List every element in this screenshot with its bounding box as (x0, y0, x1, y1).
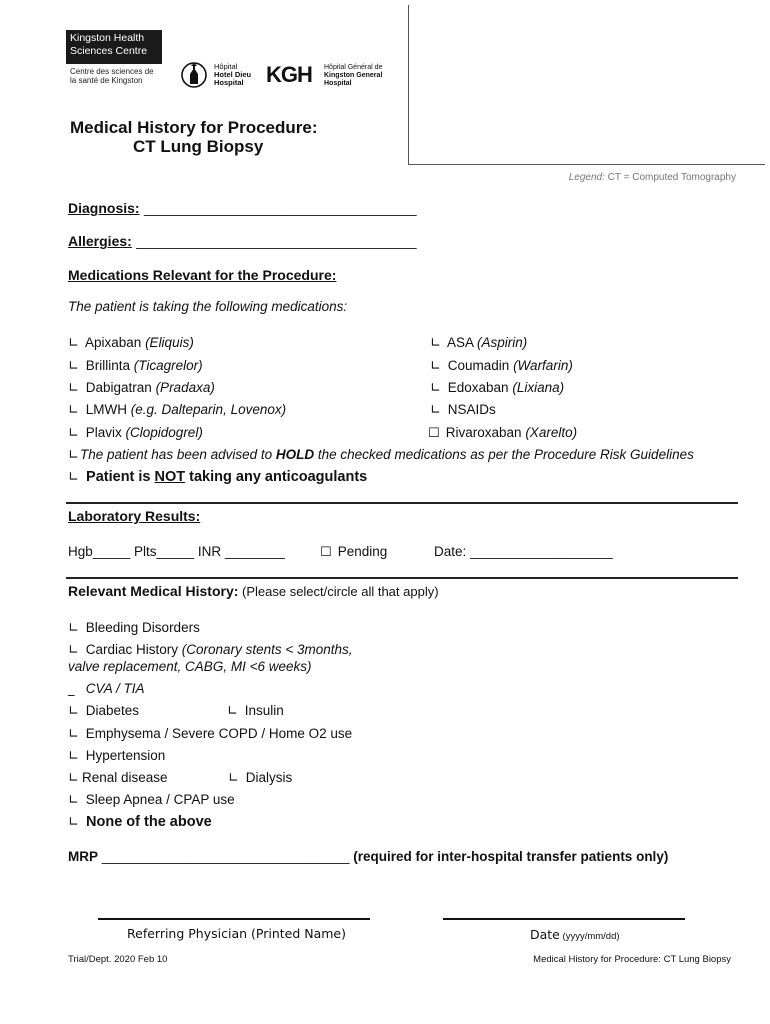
history-bleeding[interactable] (68, 620, 200, 636)
checkbox-icon[interactable]: ∟ (68, 815, 79, 830)
lab-heading: Laboratory Results: (68, 508, 201, 524)
med-alt: (Eliquis) (145, 335, 194, 350)
lab-pending[interactable] (320, 544, 387, 560)
med-name: Brillinta (85, 358, 134, 373)
legend-label: Legend: (568, 172, 605, 183)
history-item-label: Insulin (244, 703, 284, 718)
not-word: NOT (154, 469, 186, 485)
patient-label-box (408, 5, 765, 165)
mrp-field[interactable]: _________________________________ (98, 849, 354, 864)
not-taking-statement[interactable] (68, 469, 367, 485)
date-label-row (530, 926, 620, 944)
allergies-label: Allergies: (68, 233, 132, 249)
history-item-label: Dialysis (245, 770, 293, 785)
checkbox-icon[interactable]: ∟ (68, 621, 79, 636)
history-item-label: Bleeding Disorders (85, 620, 200, 635)
history-cardiac-detail: valve replacement, CABG, MI <6 weeks) (68, 659, 312, 674)
checkbox-icon[interactable]: ∟ (68, 448, 79, 463)
physician-label: Referring Physician (Printed Name) (127, 926, 346, 941)
khsc-fr-line1: Centre des sciences de (70, 67, 154, 76)
diagnosis-label: Diagnosis: (68, 200, 140, 216)
diagnosis-row (68, 200, 417, 218)
med-name: Dabigatran (85, 380, 156, 395)
history-diabetes[interactable] (68, 703, 139, 719)
hold-pre: The patient has been advised to (80, 447, 276, 462)
section-divider (66, 577, 738, 579)
med-dabigatran[interactable] (68, 380, 215, 396)
checkbox-icon[interactable]: ∟ (68, 359, 79, 374)
history-sleep-apnea[interactable] (68, 792, 235, 808)
mrp-row (68, 849, 668, 864)
history-item-label: None of the above (86, 814, 212, 830)
med-alt: (Xarelto) (525, 425, 578, 440)
medications-intro: The patient is taking the following medications: (68, 299, 348, 314)
hdh-line3: Hospital (214, 78, 244, 87)
kgh-line3: Hospital (324, 80, 352, 87)
kgh-logo: KGH (266, 62, 312, 87)
mrp-label: MRP (68, 849, 98, 864)
med-brillinta[interactable] (68, 358, 203, 374)
checkbox-icon[interactable]: ∟ (68, 336, 79, 351)
checkbox-icon[interactable]: ∟ (430, 403, 441, 418)
history-item-label: Emphysema / Severe COPD / Home O2 use (85, 726, 353, 741)
diagnosis-field[interactable]: ___________________________________ (144, 200, 417, 216)
khsc-french-name (70, 67, 154, 85)
khsc-logo (66, 30, 162, 64)
history-item-detail: (Coronary stents < 3months, (181, 642, 353, 657)
history-item-label: CVA / TIA (85, 681, 145, 696)
hold-statement[interactable] (68, 447, 694, 463)
kgh-line2: Kingston General (324, 72, 383, 79)
history-none[interactable] (68, 814, 212, 830)
history-emphysema[interactable] (68, 726, 352, 742)
khsc-logo-line2: Sciences Centre (70, 45, 148, 57)
pending-label: Pending (337, 544, 388, 559)
legend-text: CT = Computed Tomography (604, 172, 736, 183)
hotel-dieu-name (214, 63, 251, 87)
kgh-line1: Hôpital Général de (324, 64, 383, 71)
med-alt: (Warfarin) (513, 358, 573, 373)
med-rivaroxaban[interactable] (428, 425, 577, 441)
khsc-logo-line1: Kingston Health (70, 32, 145, 44)
footer-left: Trial/Dept. 2020 Feb 10 (68, 954, 168, 965)
checkbox-icon[interactable]: ∟ (68, 381, 79, 396)
history-renal[interactable] (68, 770, 168, 786)
med-plavix[interactable] (68, 425, 203, 441)
med-alt: (Aspirin) (477, 335, 528, 350)
med-apixaban[interactable] (68, 335, 194, 351)
not-post: taking any anticoagulants (185, 469, 368, 485)
physician-signature-line[interactable] (98, 918, 370, 920)
lab-date-field[interactable]: Date: ___________________ (434, 544, 613, 559)
hdh-line2: Hotel Dieu (214, 70, 252, 79)
checkbox-icon[interactable]: ∟ (228, 771, 239, 786)
med-edoxaban[interactable] (430, 380, 564, 396)
checkbox-icon[interactable]: ∟ (68, 403, 79, 418)
med-name: Plavix (85, 425, 126, 440)
med-alt: (Ticagrelor) (133, 358, 203, 373)
allergies-field[interactable]: ____________________________________ (136, 233, 417, 249)
med-coumadin[interactable] (430, 358, 573, 374)
section-divider (66, 502, 738, 504)
date-signature-line[interactable] (443, 918, 685, 920)
mrp-note: (required for inter-hospital transfer patients only) (353, 849, 669, 864)
checkbox-icon[interactable]: ∟ (68, 749, 79, 764)
med-name: Rivaroxaban (445, 425, 526, 440)
allergies-row (68, 233, 417, 251)
checkbox-icon[interactable]: ∟ (68, 793, 79, 808)
history-item-label: Sleep Apnea / CPAP use (85, 792, 235, 807)
hold-word: HOLD (275, 447, 315, 462)
med-lmwh[interactable] (68, 402, 286, 418)
history-insulin[interactable] (227, 703, 284, 719)
checkbox-icon[interactable]: ∟ (68, 426, 79, 441)
med-name: Coumadin (447, 358, 514, 373)
checkbox-icon[interactable]: ∟ (68, 470, 79, 485)
history-dialysis[interactable] (228, 770, 292, 786)
footer-right: Medical History for Procedure: CT Lung Biopsy (533, 954, 731, 965)
checkbox-icon[interactable]: ∟ (68, 643, 79, 658)
med-name: Apixaban (85, 335, 146, 350)
empty-checkbox-icon[interactable]: ☐ (320, 545, 332, 560)
hdh-line1: Hôpital (214, 62, 238, 71)
checkbox-icon[interactable]: ∟ (68, 771, 79, 786)
med-alt: (Pradaxa) (155, 380, 215, 395)
checkbox-icon[interactable]: ∟ (68, 704, 79, 719)
history-heading-row (68, 583, 439, 601)
page-subtitle: CT Lung Biopsy (133, 137, 264, 156)
checkbox-icon[interactable]: _ (68, 682, 75, 697)
history-cardiac[interactable] (68, 642, 353, 658)
history-item-label: Cardiac History (85, 642, 182, 657)
history-cva[interactable] (68, 681, 145, 697)
med-asa[interactable] (430, 335, 527, 351)
med-alt: (e.g. Dalteparin, Lovenox) (130, 402, 287, 417)
med-name: LMWH (85, 402, 131, 417)
hotel-dieu-logo-icon (181, 60, 207, 88)
med-name: NSAIDs (447, 402, 496, 417)
checkbox-icon[interactable]: ∟ (430, 381, 441, 396)
history-item-label: Diabetes (85, 703, 140, 718)
legend (569, 172, 736, 183)
med-alt: (Clopidogrel) (125, 425, 203, 440)
date-format: (yyyy/mm/dd) (559, 931, 620, 942)
not-pre: Patient is (86, 469, 155, 485)
med-name: Edoxaban (447, 380, 513, 395)
checkbox-icon[interactable]: ∟ (68, 727, 79, 742)
khsc-fr-line2: la santé de Kingston (70, 76, 143, 85)
med-nsaids[interactable] (430, 402, 496, 418)
med-name: ASA (447, 335, 478, 350)
medications-heading: Medications Relevant for the Procedure: (68, 267, 337, 283)
checkbox-icon[interactable]: ∟ (430, 359, 441, 374)
lab-fields[interactable]: Hgb_____ Plts_____ INR ________ (68, 544, 285, 559)
history-note: (Please select/circle all that apply) (238, 584, 439, 599)
checkbox-icon[interactable]: ∟ (227, 704, 238, 719)
history-item-label: Hypertension (85, 748, 166, 763)
empty-checkbox-icon[interactable]: ☐ (428, 426, 440, 441)
history-item-label: Renal disease (82, 770, 168, 785)
page-title: Medical History for Procedure: (70, 118, 318, 137)
hold-post: the checked medications as per the Procedure Risk Guidelines (314, 447, 694, 462)
med-alt: (Lixiana) (512, 380, 565, 395)
history-hypertension[interactable] (68, 748, 165, 764)
history-heading: Relevant Medical History: (68, 583, 239, 599)
kgh-name (324, 64, 382, 88)
date-label: Date (530, 927, 560, 942)
checkbox-icon[interactable]: ∟ (430, 336, 441, 351)
